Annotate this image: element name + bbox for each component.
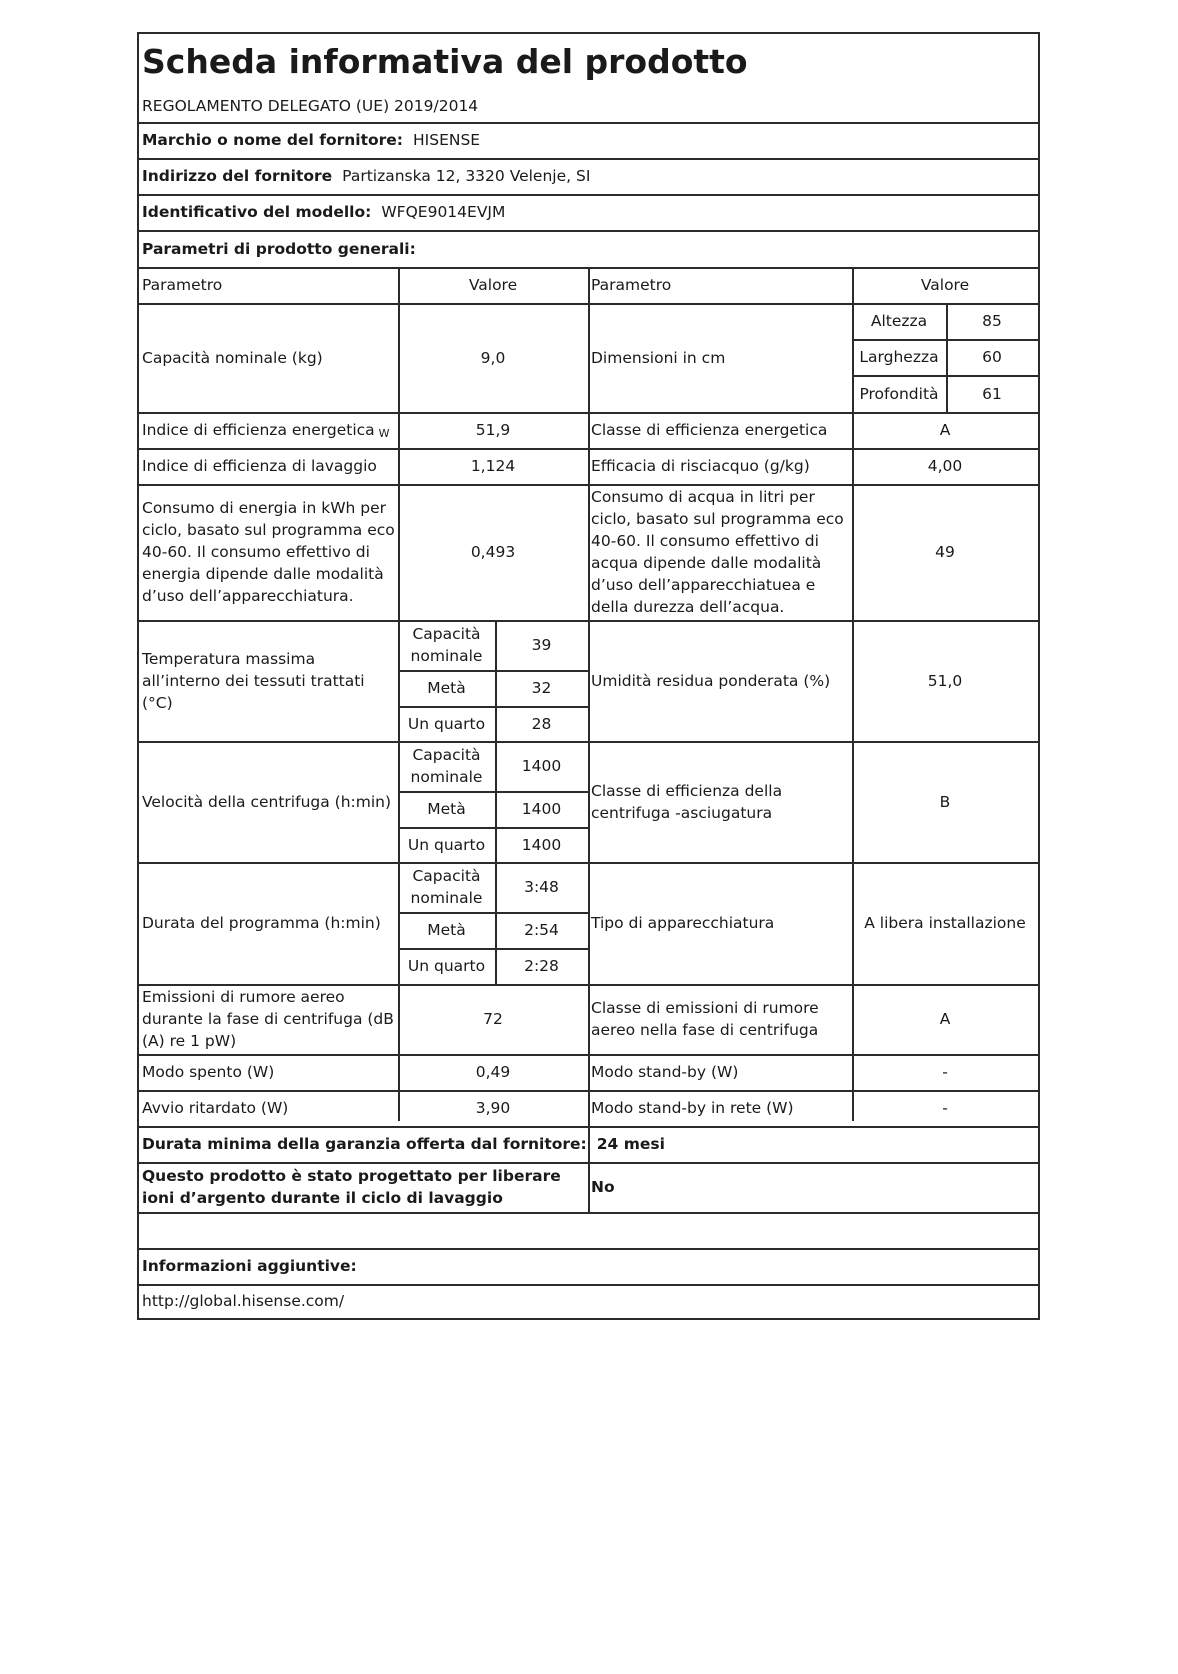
additional-info-label: Informazioni aggiuntive: [142, 1257, 357, 1275]
temperature-half-value: 32 [531, 679, 552, 697]
spin-quarter-label: Un quarto [407, 835, 486, 854]
silver-ions-value: No [591, 1178, 615, 1196]
energy-class-label: Classe di efficienza energetica [591, 421, 828, 439]
empty-row [139, 1212, 1038, 1248]
additional-info-link[interactable]: http://global.hisense.com/ [142, 1292, 345, 1310]
eei-label: Indice di efficienza energetica [142, 421, 375, 439]
model-label: Identificativo del modello: [142, 203, 372, 221]
water-consumption-value: 49 [935, 543, 955, 561]
energy-consumption-value: 0,493 [470, 543, 516, 561]
noise-label: Emissioni di rumore aereo durante la fase di centrifuga (dB (A) re 1 pW) [142, 988, 394, 1050]
height-value: 85 [982, 312, 1002, 330]
delay-start-value: 3,90 [475, 1099, 511, 1117]
depth-value: 61 [982, 384, 1002, 403]
noise-class-value: A [939, 1010, 951, 1028]
off-mode-value: 0,49 [475, 1063, 511, 1081]
rinsing-label: Efficacia di risciacquo (g/kg) [591, 457, 810, 475]
model-value: WFQE9014EVJM [381, 203, 506, 221]
product-info-sheet [137, 32, 1040, 1320]
off-mode-label: Modo spento (W) [142, 1063, 275, 1081]
spin-half-value: 1400 [521, 800, 562, 818]
supplier-value: HISENSE [413, 131, 481, 149]
width-value: 60 [982, 348, 1002, 366]
spin-quarter-value: 1400 [521, 835, 562, 854]
supplier-label: Marchio o nome del fornitore: [142, 131, 404, 149]
temperature-quarter-value: 28 [531, 714, 552, 733]
capacity-value: 9,0 [480, 348, 506, 367]
network-standby-label: Modo stand-by in rete (W) [591, 1099, 794, 1117]
temperature-quarter-label: Un quarto [407, 714, 486, 733]
delay-start-label: Avvio ritardato (W) [142, 1099, 289, 1117]
energy-consumption-label: Consumo di energia in kWh per ciclo, basato sul programma eco 40-60. Il consumo effettivo di energia dipende dalle modalità d’uso dell’apparecchiatura. [142, 499, 395, 605]
duration-full-value: 3:48 [524, 878, 559, 896]
spin-class-label: Classe di efficienza della centrifuga -asciugatura [591, 781, 783, 822]
duration-label: Durata del programma (h:min) [142, 914, 381, 932]
temperature-full-value: 39 [531, 636, 552, 654]
depth-label: Profondità [859, 384, 939, 403]
spin-speed-label: Velocità della centrifuga (h:min) [142, 792, 392, 811]
moisture-label: Umidità residua ponderata (%) [591, 671, 831, 690]
supplier-row [139, 122, 1038, 158]
address-value: Partizanska 12, 3320 Velenje, SI [342, 167, 591, 185]
appliance-type-label: Tipo di apparecchiatura [591, 914, 775, 932]
eei-subscript: W [378, 427, 390, 440]
capacity-label: Capacità nominale (kg) [142, 348, 323, 367]
noise-class-label: Classe di emissioni di rumore aereo nella fase di centrifuga [591, 999, 819, 1039]
duration-quarter-value: 2:28 [524, 957, 559, 975]
silver-ions-label: Questo prodotto è stato progettato per liberare ioni d’argento durante il ciclo di lavaggio [142, 1167, 561, 1207]
rinsing-value: 4,00 [927, 457, 963, 475]
appliance-type-value: A libera installazione [864, 914, 1026, 932]
water-consumption-label: Consumo di acqua in litri per ciclo, basato sul programma eco 40-60. Il consumo effettivo di acqua dipende dalle modalità d’uso dell’apparecchiatuea e della durezza dell’acqua. [591, 488, 844, 616]
page-title: Scheda informativa del prodotto [142, 42, 748, 81]
energy-class-value: A [939, 421, 951, 439]
general-params-heading: Parametri di prodotto generali: [142, 239, 416, 258]
warranty-label: Durata minima della garanzia offerta dal fornitore: [142, 1135, 587, 1153]
eei-label-cell [139, 412, 398, 448]
duration-full-label: Capacità nominale [410, 867, 483, 907]
height-label: Altezza [870, 312, 928, 330]
width-label: Larghezza [859, 348, 939, 366]
address-row [139, 158, 1038, 194]
washing-index-value: 1,124 [470, 457, 516, 475]
header-param-right: Parametro [591, 276, 672, 294]
duration-half-value: 2:54 [524, 921, 559, 939]
duration-half-label: Metà [427, 921, 466, 939]
network-standby-value: - [942, 1099, 948, 1117]
eei-value: 51,9 [475, 421, 511, 439]
model-row [139, 194, 1038, 230]
warranty-row [139, 1126, 1038, 1162]
regulation: REGOLAMENTO DELEGATO (UE) 2019/2014 [142, 97, 479, 115]
spin-full-label: Capacità nominale [410, 746, 483, 786]
temperature-full-label: Capacità nominale [410, 625, 483, 665]
address-label: Indirizzo del fornitore [142, 167, 333, 185]
header-value-right: Valore [920, 276, 970, 294]
spin-half-label: Metà [427, 800, 466, 818]
dimensions-label: Dimensioni in cm [591, 348, 726, 367]
standby-label: Modo stand-by (W) [591, 1063, 739, 1081]
moisture-value: 51,0 [927, 671, 963, 690]
noise-value: 72 [483, 1010, 503, 1028]
duration-quarter-label: Un quarto [407, 957, 486, 975]
temperature-half-label: Metà [427, 679, 466, 697]
washing-index-label: Indice di efficienza di lavaggio [142, 457, 377, 475]
standby-value: - [942, 1063, 948, 1081]
header-value-left: Valore [468, 276, 518, 294]
warranty-value: 24 mesi [596, 1135, 665, 1153]
header-param-left: Parametro [142, 276, 223, 294]
spin-full-value: 1400 [521, 757, 562, 775]
temperature-label: Temperatura massima all’interno dei tessuti trattati (°C) [142, 649, 365, 712]
spin-class-value: B [939, 792, 951, 811]
